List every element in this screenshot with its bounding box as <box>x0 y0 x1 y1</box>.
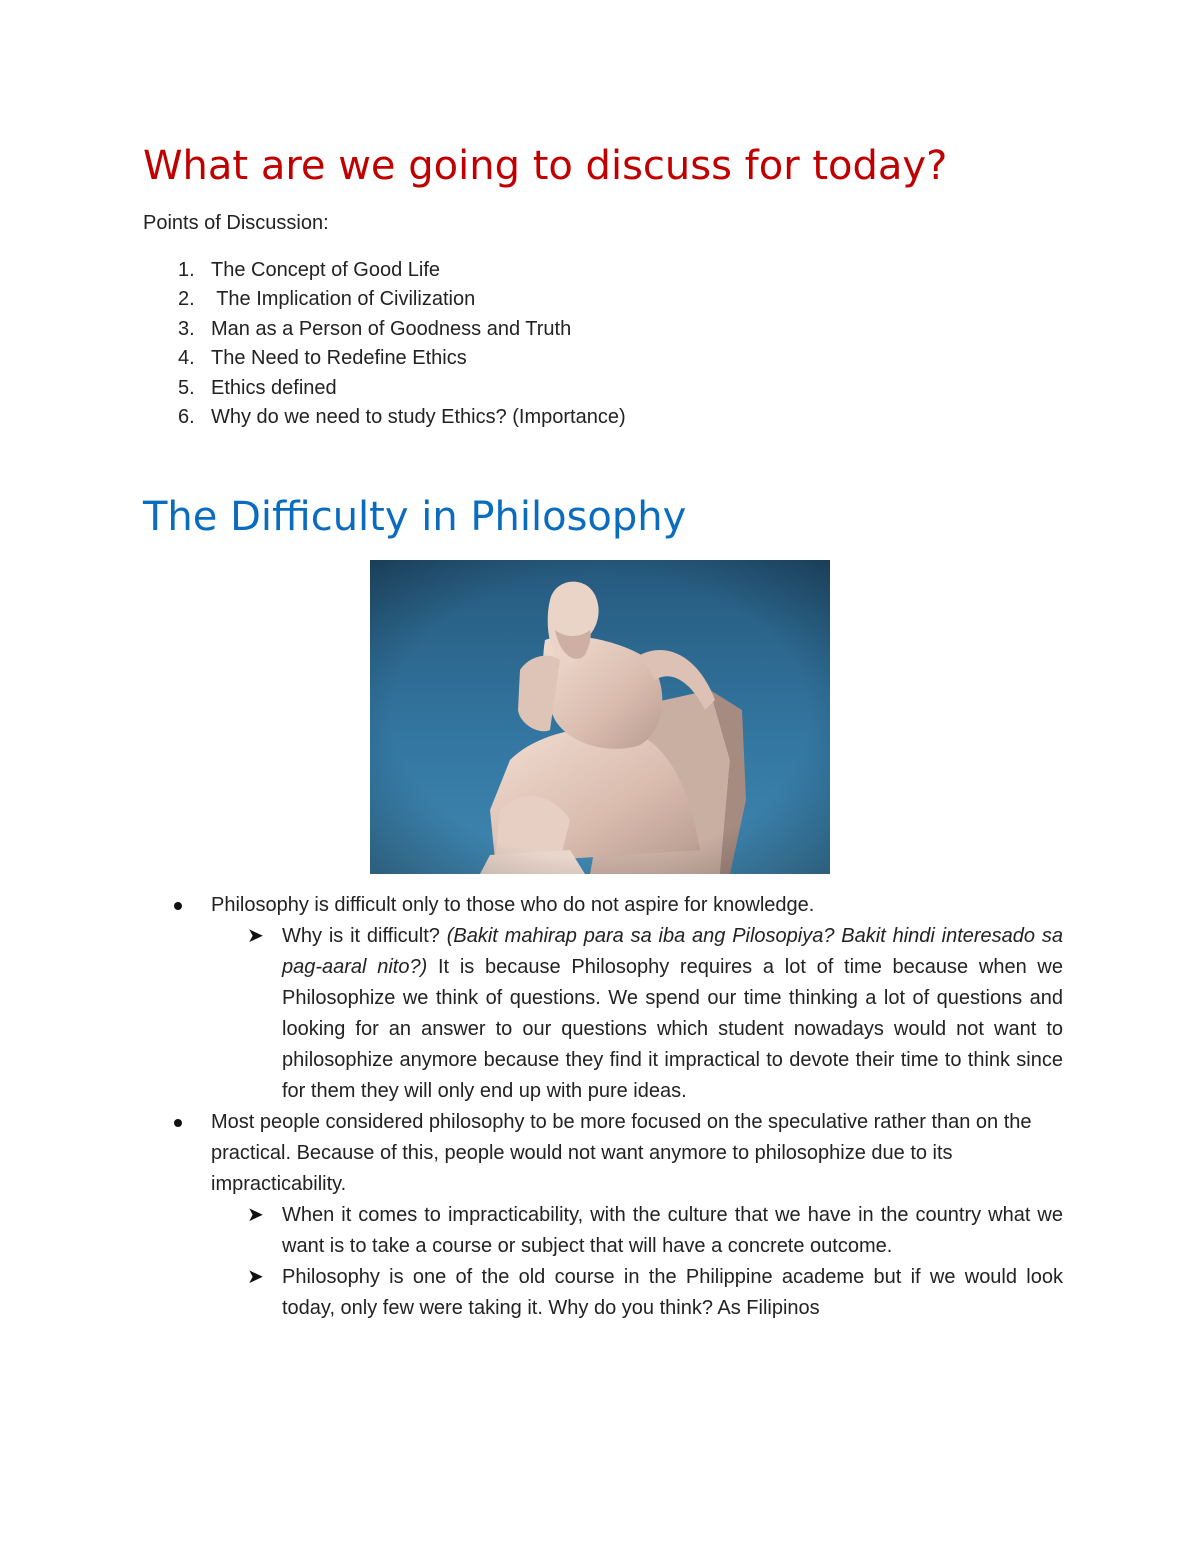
item-number: 2. <box>178 288 195 311</box>
socrates-statue-photo <box>370 560 830 874</box>
list-item <box>143 315 626 344</box>
item-number: 1. <box>178 259 195 281</box>
bullet-dot-icon <box>174 1119 182 1127</box>
discussion-bullets <box>143 890 1063 1324</box>
arrow-bullet-icon: ➤ <box>247 925 264 947</box>
bullet-item <box>143 1107 1063 1200</box>
bullet-dot-icon <box>174 902 182 910</box>
sub-bullet-text: Philosophy is one of the old course in the Philippine academe but if we would look today, only few were taking it. Why do you think? As Filipinos <box>282 1266 1063 1319</box>
bullet-item <box>143 890 1063 921</box>
sub-bullet-rest: It is because Philosophy requires a lot of time because when we Philosophize we think of questions. We spend our time thinking a lot of questions and looking for an answer to our questions which student nowadays would not want to philosophize anymore because they find it impractical to devote their time to think since for them they will only end up with pure ideas. <box>282 956 1063 1102</box>
sub-bullet-item <box>143 921 1063 1107</box>
item-number: 6. <box>178 406 195 429</box>
sub-bullet-italic: (Bakit mahirap para sa iba ang Pilosopiya? Bakit hindi interesado sa pag-aaral nito?) <box>282 925 1063 978</box>
item-number: 4. <box>178 347 195 370</box>
item-text: Why do we need to study Ethics? (Importance) <box>211 406 626 429</box>
arrow-bullet-icon: ➤ <box>247 1204 264 1226</box>
list-item <box>143 256 626 285</box>
agenda-heading: What are we going to discuss for today? <box>143 143 948 189</box>
sub-bullet-text: When it comes to impracticability, with the culture that we have in the country what we want is to take a course or subject that will have a concrete outcome. <box>282 1204 1063 1257</box>
list-item <box>143 403 626 432</box>
arrow-bullet-icon: ➤ <box>247 1266 264 1288</box>
sub-bullet-lead: Why is it difficult? <box>282 925 447 947</box>
list-item <box>143 344 626 373</box>
list-item <box>143 285 626 314</box>
item-text: The Concept of Good Life <box>211 259 441 281</box>
sub-bullet-item <box>143 1200 1063 1262</box>
item-number: 5. <box>178 376 195 399</box>
points-label: Points of Discussion: <box>143 212 329 234</box>
sub-bullet-text <box>282 921 1063 1107</box>
difficulty-heading: The Difficulty in Philosophy <box>143 494 687 540</box>
bullet-text: Philosophy is difficult only to those who do not aspire for knowledge. <box>211 894 815 916</box>
list-item <box>143 374 626 403</box>
sub-bullet-item <box>143 1262 1063 1324</box>
points-list <box>143 256 626 432</box>
statue-illustration <box>370 560 830 874</box>
item-text: Ethics defined <box>211 376 337 399</box>
item-number: 3. <box>178 317 195 340</box>
bullet-text: Most people considered philosophy to be more focused on the speculative rather than on the practical. Because of this, people would not want anymore to philosophize due to its impracticability. <box>211 1111 1032 1195</box>
item-text: The Implication of Civilization <box>211 288 476 311</box>
item-text: Man as a Person of Goodness and Truth <box>211 317 572 340</box>
item-text: The Need to Redefine Ethics <box>211 347 467 370</box>
